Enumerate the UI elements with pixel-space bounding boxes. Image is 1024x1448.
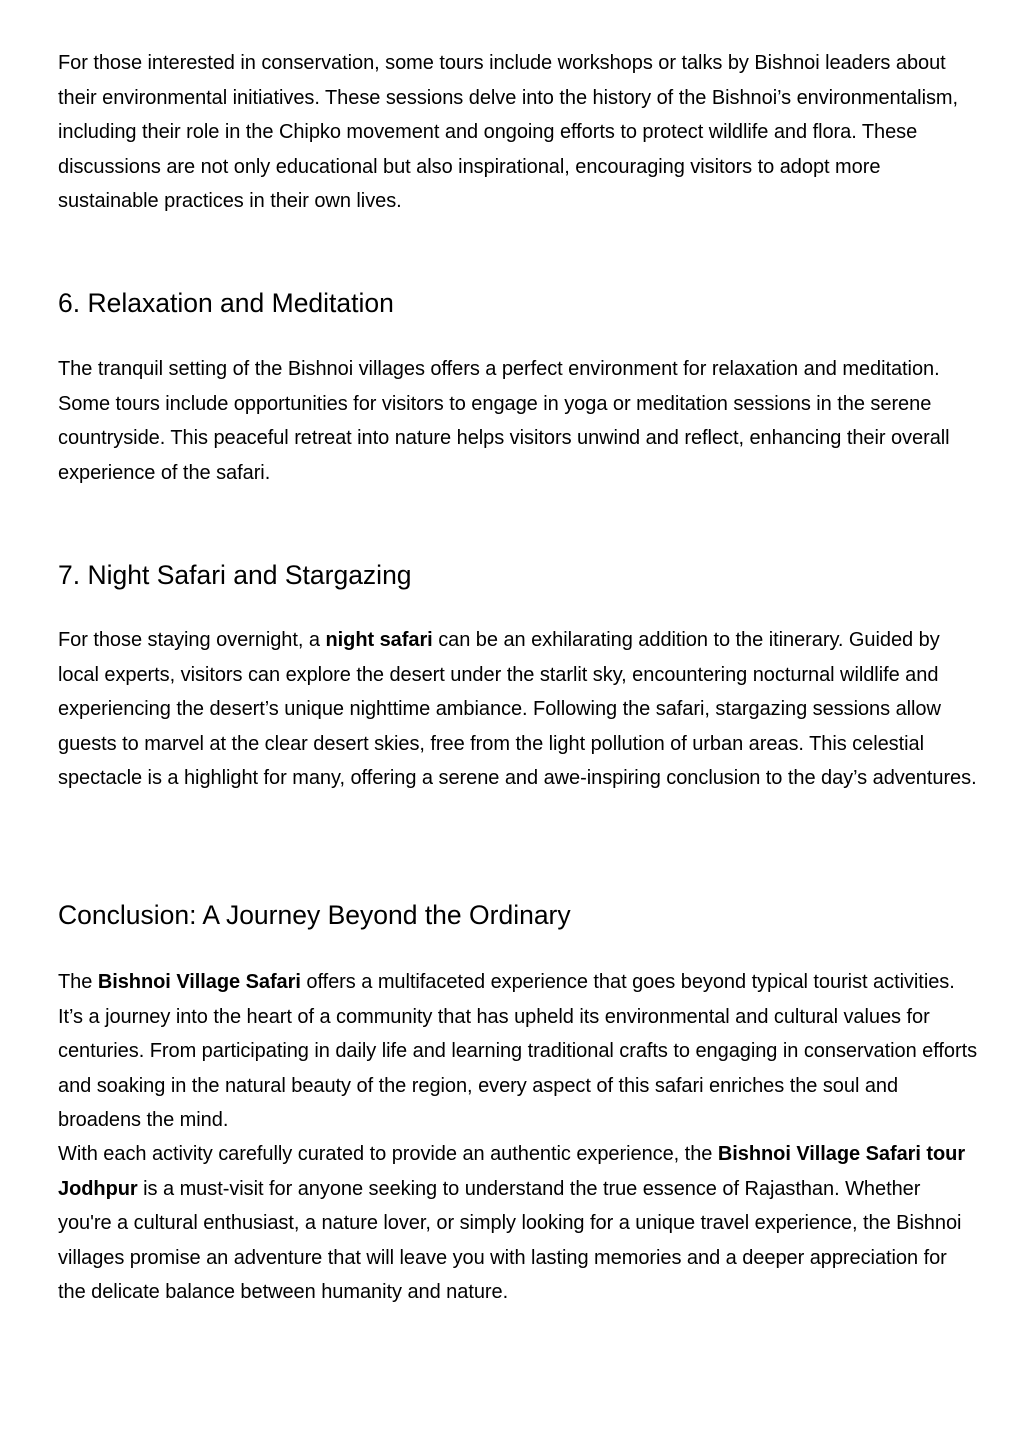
conclusion-heading: Conclusion: A Journey Beyond the Ordinary [58,900,571,930]
conclusion-p2-bold: Bishnoi Village Safari tour Jodhpur [58,1143,966,1200]
relaxation-heading: 6. Relaxation and Meditation [58,288,394,318]
conclusion-p1-after: offers a multifaceted experience that goes beyond typical tourist activities. It’s a journey into the heart of a community that has upheld its environmental and cultural values for centuries. From participating in daily life and learning traditional crafts to engaging in conservation efforts and soaking in the natural beauty of the region, every aspect of this safari enriches the soul and broadens the mind. [58,971,978,1131]
night-safari-text-after: can be an exhilarating addition to the itinerary. Guided by local experts, visitors can explore the desert under the starlit sky, encountering nocturnal wildlife and experiencing the desert’s unique nighttime ambiance. Following the safari, stargazing sessions allow guests to marvel at the clear desert skies, free from the light pollution of urban areas. This celestial spectacle is a highlight for many, offering a serene and awe-inspiring conclusion to the day’s adventures. [58,629,977,789]
night-safari-heading: 7. Night Safari and Stargazing [58,560,412,590]
conservation-paragraph [58,46,978,219]
night-safari-bold: night safari [325,629,433,651]
conclusion-paragraph-2 [58,1137,978,1310]
conclusion-paragraph-1 [58,965,978,1138]
night-safari-text-before: For those staying overnight, a [58,629,326,651]
relaxation-text: The tranquil setting of the Bishnoi villages offers a perfect environment for relaxation and meditation. Some tours include opportunities for visitors to engage in yoga or meditation sessions in the serene countryside. This peaceful retreat into nature helps visitors unwind and reflect, enhancing their overall experience of the safari. [58,358,950,484]
conclusion-p1-bold: Bishnoi Village Safari [97,971,301,993]
conclusion-p2-after: is a must-visit for anyone seeking to understand the true essence of Rajasthan. Whether you're a cultural enthusiast, a nature lover, or simply looking for a unique travel experience, the Bishnoi villages promise an adventure that will leave you with lasting memories and a deeper appreciation for the delicate balance between humanity and nature. [58,1177,962,1303]
relaxation-paragraph [58,352,978,490]
conclusion-p1-before: The [58,971,98,993]
night-safari-paragraph [58,623,978,796]
conservation-text: For those interested in conservation, some tours include workshops or talks by Bishnoi leaders about their environmental initiatives. These sessions delve into the history of the Bishnoi’s environmentalism, including their role in the Chipko movement and ongoing efforts to protect wildlife and flora. These discussions are not only educational but also inspirational, encouraging visitors to adopt more sustainable practices in their own lives. [58,52,959,212]
conclusion-p2-before: With each activity carefully curated to provide an authentic experience, the [58,1143,718,1165]
